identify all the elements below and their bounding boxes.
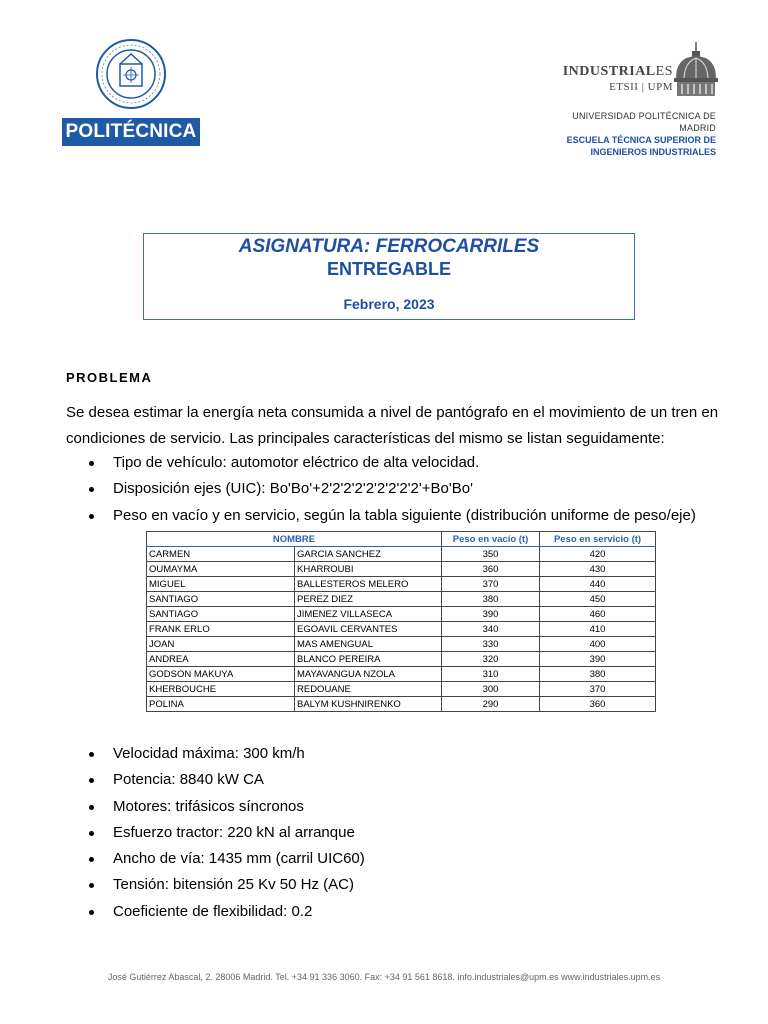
service-weight: 440: [540, 577, 656, 592]
list-item: Motores: trifásicos síncronos: [86, 794, 746, 820]
school-line-university: UNIVERSIDAD POLITÉCNICA DE MADRID: [572, 111, 716, 133]
last-name: EGOAVIL CERVANTES: [295, 622, 442, 637]
specs-list-bottom: [86, 741, 746, 925]
table-row: [147, 682, 656, 697]
empty-weight: 320: [442, 652, 540, 667]
empty-weight: 370: [442, 577, 540, 592]
industriales-logo: [552, 40, 732, 157]
industriales-subtitle: ETSII | UPM: [609, 81, 673, 93]
last-name: MAS AMENGUAL: [295, 637, 442, 652]
last-name: GARCIA SANCHEZ: [295, 547, 442, 562]
upm-logo: [62, 38, 202, 146]
last-name: KHARROUBI: [295, 562, 442, 577]
table-row: [147, 547, 656, 562]
list-item: Coeficiente de flexibilidad: 0.2: [86, 899, 746, 925]
first-name: ANDREA: [147, 652, 295, 667]
last-name: JIMENEZ VILLASECA: [295, 607, 442, 622]
service-weight: 460: [540, 607, 656, 622]
header-nombre: NOMBRE: [147, 532, 442, 547]
service-weight: 430: [540, 562, 656, 577]
list-item: Tensión: bitensión 25 Kv 50 Hz (AC): [86, 872, 746, 898]
table-row: [147, 652, 656, 667]
last-name: PEREZ DIEZ: [295, 592, 442, 607]
dome-icon: [673, 42, 719, 98]
table-row: [147, 637, 656, 652]
list-item: Ancho de vía: 1435 mm (carril UIC60): [86, 846, 746, 872]
specs-list-top: [86, 450, 746, 529]
school-line-escuela: ESCUELA TÉCNICA SUPERIOR DE: [566, 135, 716, 145]
service-weight: 380: [540, 667, 656, 682]
first-name: KHERBOUCHE: [147, 682, 295, 697]
last-name: REDOUANE: [295, 682, 442, 697]
course-title: ASIGNATURA: FERROCARRILES: [238, 236, 540, 257]
first-name: FRANK ERLO: [147, 622, 295, 637]
section-heading: PROBLEMA: [66, 370, 153, 385]
title-box: [143, 233, 635, 320]
service-weight: 420: [540, 547, 656, 562]
empty-weight: 300: [442, 682, 540, 697]
first-name: JOAN: [147, 637, 295, 652]
last-name: BALYM KUSHNIRENKO: [295, 697, 442, 712]
service-weight: 370: [540, 682, 656, 697]
industriales-title: [556, 64, 673, 80]
list-item: Esfuerzo tractor: 220 kN al arranque: [86, 820, 746, 846]
date: Febrero, 2023: [343, 296, 435, 312]
service-weight: 360: [540, 697, 656, 712]
upm-seal-icon: [95, 38, 167, 110]
table-row: [147, 577, 656, 592]
service-weight: 450: [540, 592, 656, 607]
table-row: [147, 562, 656, 577]
last-name: BALLESTEROS MELERO: [295, 577, 442, 592]
last-name: BLANCO PEREIRA: [295, 652, 442, 667]
school-line-ingenieros: INGENIEROS INDUSTRIALES: [590, 147, 716, 157]
header-peso-vacio: Peso en vacío (t): [442, 532, 540, 547]
first-name: POLINA: [147, 697, 295, 712]
empty-weight: 380: [442, 592, 540, 607]
table-row: [147, 622, 656, 637]
first-name: SANTIAGO: [147, 607, 295, 622]
first-name: CARMEN: [147, 547, 295, 562]
table-row: [147, 607, 656, 622]
first-name: MIGUEL: [147, 577, 295, 592]
list-item: Velocidad máxima: 300 km/h: [86, 741, 746, 767]
upm-logo-label: POLITÉCNICA: [62, 118, 200, 146]
industriales-title-suffix: ES: [655, 64, 673, 79]
header-peso-servicio: Peso en servicio (t): [540, 532, 656, 547]
weights-table: [146, 531, 656, 712]
empty-weight: 290: [442, 697, 540, 712]
list-item: Disposición ejes (UIC): Bo'Bo'+2'2'2'2'2'2'2'2'2'+Bo'Bo': [86, 476, 746, 502]
footer-contact: José Gutiérrez Abascal, 2. 28006 Madrid. Tel. +34 91 336 3060. Fax: +34 91 561 8618. info.industriales@upm.es www.industriales.upm.es: [107, 972, 661, 982]
table-row: [147, 697, 656, 712]
intro-paragraph: Se desea estimar la energía neta consumida a nivel de pantógrafo en el movimiento de un tren en condiciones de servicio. Las principales características del mismo se listan seguidamente:: [66, 404, 719, 447]
first-name: SANTIAGO: [147, 592, 295, 607]
industriales-title-main: INDUSTRIAL: [562, 64, 656, 79]
table-row: [147, 667, 656, 682]
service-weight: 390: [540, 652, 656, 667]
empty-weight: 360: [442, 562, 540, 577]
deliverable-title: ENTREGABLE: [326, 259, 451, 279]
last-name: MAYAVANGUA NZOLA: [295, 667, 442, 682]
service-weight: 410: [540, 622, 656, 637]
table-header-row: [147, 532, 656, 547]
first-name: GODSON MAKUYA: [147, 667, 295, 682]
empty-weight: 330: [442, 637, 540, 652]
empty-weight: 350: [442, 547, 540, 562]
list-item: Tipo de vehículo: automotor eléctrico de alta velocidad.: [86, 450, 746, 476]
service-weight: 400: [540, 637, 656, 652]
table-row: [147, 592, 656, 607]
empty-weight: 340: [442, 622, 540, 637]
first-name: OUMAYMA: [147, 562, 295, 577]
empty-weight: 310: [442, 667, 540, 682]
list-item: Potencia: 8840 kW CA: [86, 767, 746, 793]
list-item: Peso en vacío y en servicio, según la tabla siguiente (distribución uniforme de peso/eje): [86, 503, 746, 529]
empty-weight: 390: [442, 607, 540, 622]
